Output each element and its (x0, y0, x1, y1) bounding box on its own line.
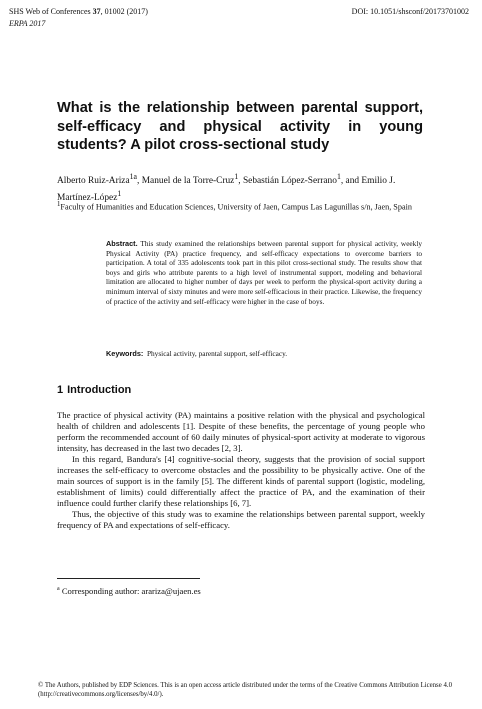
keywords (106, 349, 422, 359)
author-sup: 1 (234, 172, 239, 181)
doi[interactable]: DOI: 10.1051/shsconf/20173701002 (351, 7, 469, 16)
author-sup: 1a (129, 172, 138, 181)
article-number: , 01002 (2017) (100, 7, 148, 16)
conference-name: ERPA 2017 (9, 19, 46, 28)
section-number: 1 (57, 384, 64, 396)
paragraph: The practice of physical activity (PA) maintains a positive relation with the physical and psychological health of children and adolescents [1]. Despite of these benefits, the percentage of young people who perform the recommended account of 60 daily minutes of physical-sport activity at moderate to vigorous intensity, has decreased in the last two decades [2, 3]. (57, 410, 425, 454)
author-name: , Manuel de la Torre-Cruz (137, 176, 235, 187)
author-name: Alberto Ruiz-Ariza (57, 176, 130, 187)
section-heading (57, 384, 131, 396)
author-name: , and Emilio J. Martínez-López (57, 176, 396, 203)
author-sup: 1 (117, 188, 122, 198)
journal-name: SHS Web of Conferences (9, 7, 91, 16)
affiliation-sup: 1 (57, 201, 61, 208)
footnote (57, 586, 201, 596)
section-body (57, 410, 425, 532)
journal-citation (9, 7, 148, 17)
footnote-sup: a (57, 586, 60, 593)
keywords-label: Keywords: (106, 349, 144, 358)
journal-volume: 37 (92, 7, 101, 16)
paragraph: In this regard, Bandura's [4] cognitive-social theory, suggests that the provision of social support increases the self-efficacy to overcome obstacles and the possibility to be physically active. One of the main sources of support is in the family [5]. The different kinds of parental support (logistic, modeling, establishment of limits) could differentially affect the practice of PA, and the examination of their influence could further clarify these relationships [6, 7]. (57, 454, 425, 509)
section-title: Introduction (67, 384, 132, 396)
running-header (9, 7, 469, 29)
license-notice: © The Authors, published by EDP Sciences. This is an open access article distributed under the terms of the Creative Commons Attribution License 4.0 (http://creativecommons.org/licenses/by/4.0/). (38, 682, 452, 698)
footnote-text: Corresponding author: arariza@ujaen.es (59, 586, 201, 596)
abstract-label: Abstract. (106, 239, 138, 248)
affiliation (57, 199, 423, 213)
affiliation-text: Faculty of Humanities and Education Sciences, University of Jaen, Campus Las Lagunillas s/n, Jaen, Spain (60, 202, 412, 212)
abstract (106, 239, 422, 306)
author-sup: 1 (336, 172, 341, 181)
paper-title: What is the relationship between parental support, self-efficacy and physical activity in young students? A pilot cross-sectional study (57, 100, 423, 153)
paragraph: Thus, the objective of this study was to examine the relationships between parental support, weekly frequency of PA and expectations of self-efficacy. (57, 509, 425, 531)
abstract-text: This study examined the relationships between parental support for physical activity, weekly Physical Activity (PA) practice frequency, and self-efficacy expectations to overcome barriers to participation. A total of 335 adolescents took part in this pilot cross-sectional study. The results show that boys and girls who attribute parents to a high level of instrumental support, modeling and behavioral limitation are allocated to higher number of days per week to perform the physical-sport activity during a minimum interval of sixty minutes and were more self-efficacious in their practice. Likewise, the frequency of practice of the activity and self-efficacy were higher in the case of boys. (106, 239, 422, 306)
keywords-text: Physical activity, parental support, self-efficacy. (146, 349, 288, 358)
footnote-divider (57, 578, 200, 579)
author-name: , Sebastián López-Serrano (238, 176, 337, 187)
